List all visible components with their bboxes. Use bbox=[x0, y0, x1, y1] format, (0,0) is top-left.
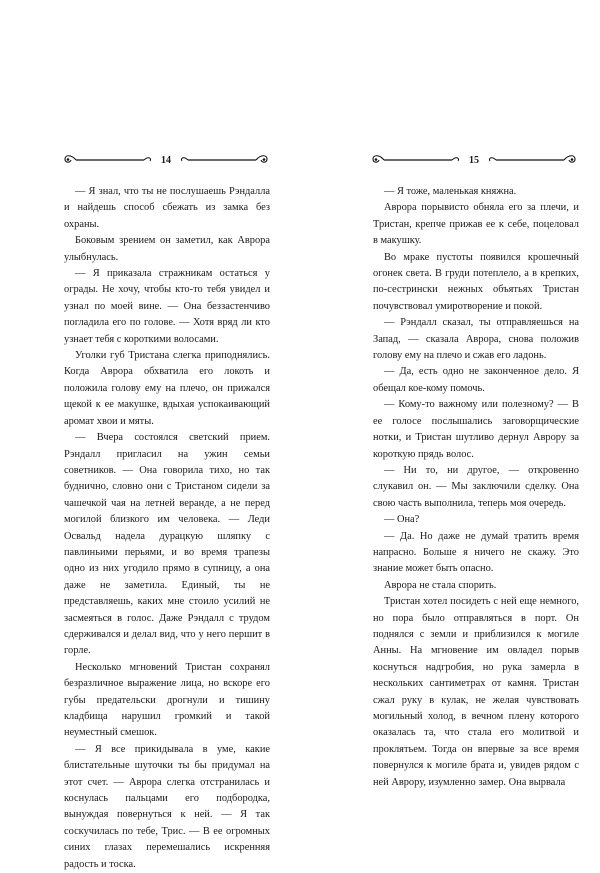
paragraph: Уголки губ Тристана слегка приподнялись. Когда Аврора обхватила его локоть и положила голову ему на плечо, он прижался щекой к ее макушке, вдыхая успокаивающий аромат хвои и мяты. bbox=[64, 350, 270, 427]
page-number: 14 bbox=[151, 155, 181, 167]
paragraph: — Она? bbox=[384, 514, 420, 526]
paragraph: — Да. Но даже не думай тратить время напрасно. Больше я ничего не скажу. Это знание может быть опасно. bbox=[373, 530, 579, 575]
paragraph: Несколько мгновений Тристан сохранял безразличное выражение лица, но вскоре его губы предательски дрогнули и тишину кладбища нарушил громкий и такой неуместный смешок. bbox=[64, 661, 270, 739]
paragraph: Во мраке пустоты появился крошечный огонек света. В груди потеплело, а в крепких, по-сестрински нежных объятьях Тристан почувствовал умиротворение и покой. bbox=[373, 251, 579, 312]
right-page-text bbox=[373, 184, 579, 791]
paragraph: — Рэндалл сказал, ты отправляешься на Запад, — сказала Аврора, снова положив голову ему на плечо и сжав его ладонь. bbox=[373, 317, 579, 362]
paragraph: — Вчера состоялся светский прием. Рэндалл пригласил на ужин семьи советников. — Она говорила тихо, но так буднично, словно они с Тристаном сидели за чашечкой чая на летней веранде, а не перед могилой близкого им человека. — Леди Освальд надела дурацкую шляпку с павлиньими перьями, и во время трапезы одно из них угодило прямо в супницу, а она даже не заметила. Единый, ты не представляешь, каких мне стоило усилий не засмеяться в голос. Даже Рэндалл с трудом сдерживался и делал вид, что у него першит в горле. bbox=[64, 432, 270, 657]
paragraph: Аврора не стала спорить. bbox=[384, 579, 497, 591]
paragraph: — Кому-то важному или полезному? — В ее голосе послышались заговорщические нотки, и Тристан шутливо дернул Аврору за короткую прядь волос. bbox=[373, 399, 579, 460]
paragraph: Тристан хотел посидеть с ней еще немного, но пора было отправляться в порт. Он поднялся с земли и приблизился к могиле Анны. На мгновение им овладел порыв коснуться надгробия, но рука замерла в нескольких сантиметрах от камня. Тристан сжал руку в кулак, не желая чувствовать могильный холод, в вечном плену которого оказалась та, что стала его молитвой и проклятьем. Тогда он впервые за все время повернулся к могиле брата и, увидев рядом с ней Аврору, изумленно замер. Она вырвала bbox=[373, 596, 579, 788]
page-number: 15 bbox=[459, 155, 489, 167]
paragraph: — Да, есть одно не законченное дело. Я обещал кое-кому помочь. bbox=[373, 366, 579, 394]
right-page bbox=[300, 0, 600, 788]
paragraph: — Ни то, ни другое, — откровенно слукавил он. — Мы заключили сделку. Она свою часть выполнила, теперь моя очередь. bbox=[373, 464, 579, 509]
paragraph: — Я тоже, маленькая княжна. bbox=[384, 186, 517, 197]
paragraph: Боковым зрением он заметил, как Аврора улыбнулась. bbox=[64, 235, 270, 263]
left-page-text bbox=[64, 184, 270, 873]
paragraph: — Я знал, что ты не послушаешь Рэндалла и найдешь способ сбежать из замка без охраны. bbox=[64, 186, 270, 230]
paragraph: Аврора порывисто обняла его за плечи, и Тристан, крепче прижав ее к себе, поцеловал в макушку. bbox=[373, 202, 579, 247]
paragraph: — Я приказала стражникам остаться у ограды. Не хочу, чтобы кто-то тебя увидел и узнал по моей вине. — Она беззастенчиво погладила его по голове. — Хотя вряд ли кто узнает тебя с короткими волосами. bbox=[64, 268, 270, 345]
paragraph: — Я все прикидывала в уме, какие блистательные шуточки ты бы придумал на этот счет. — Аврора слегка отстранилась и коснулась пальцами его подбородка, вынуждая повернуться к ней. — Я так соскучилась по тебе, Трис. — В ее огромных синих глазах перемешались искренняя радость и тоска. bbox=[64, 743, 270, 870]
left-page bbox=[0, 0, 300, 870]
